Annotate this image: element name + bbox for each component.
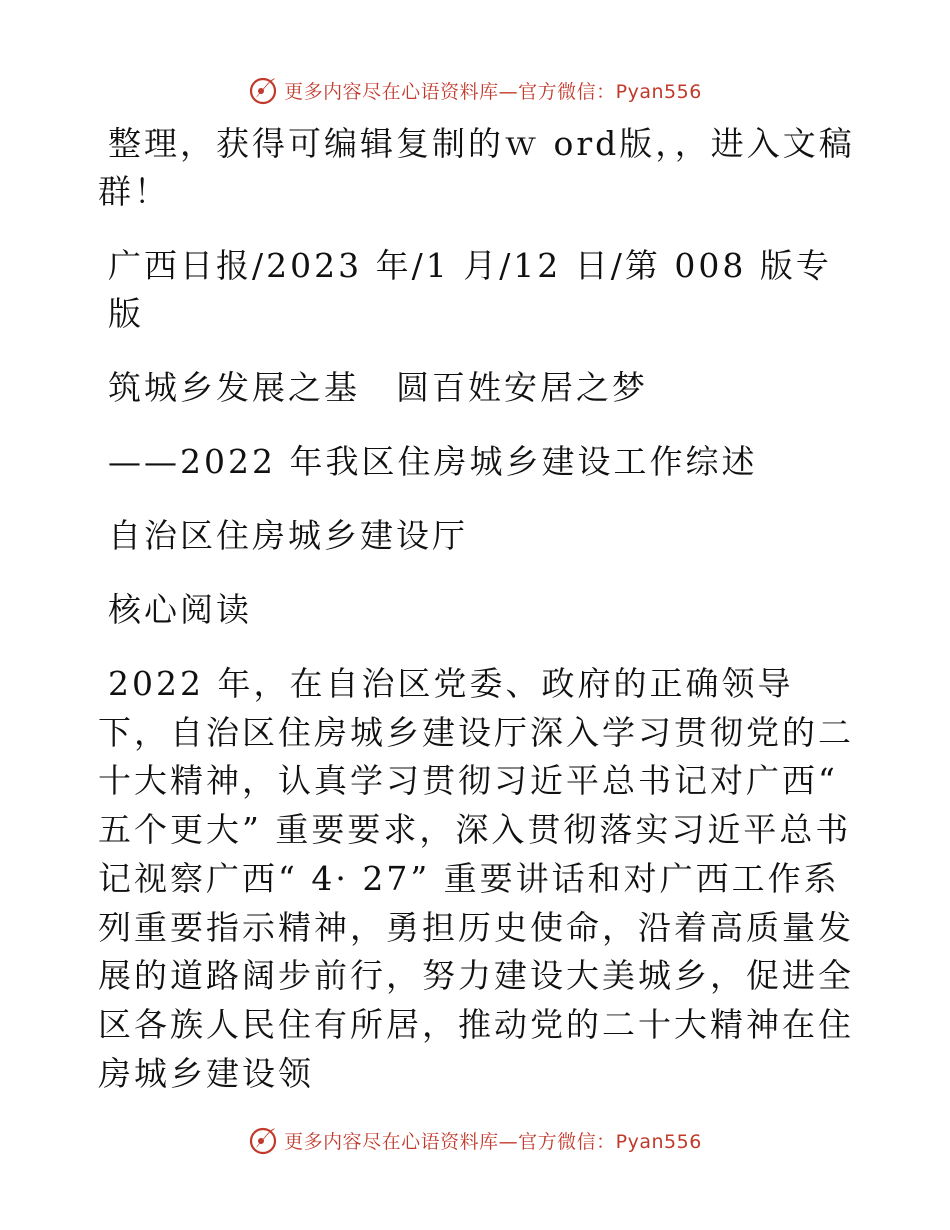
watermark-footer bbox=[0, 1120, 950, 1160]
article-title: 筑城乡发展之基 圆百姓安居之梦 bbox=[108, 368, 648, 407]
watermark-header bbox=[0, 70, 950, 110]
watermark-handle: Pyan556 bbox=[615, 1130, 702, 1153]
article-subtitle: ——2022 年我区住房城乡建设工作综述 bbox=[108, 442, 758, 481]
body-paragraph: 2022 年，在自治区党委、政府的正确领导下，自治区住房城乡建设厅深入学习贯彻党的二十大精神，认真学习贯彻习近平总书记对广西“ 五个更大” 重要要求，深入贯彻落实习近平总书记视察广西“ 4· 27” 重要讲话和对广西工作系列重要指示精神，勇担历史使命，沿着高质量发展的道路阔步前行，努力建设大美城乡，促进全区各族人民住有所居，推动党的二十大精神在住房城乡建设领 bbox=[98, 664, 854, 1093]
intro-text: 整理，获得可编辑复制的ｗ ord版，，进入文稿 群！ bbox=[98, 124, 855, 211]
quill-circle-logo-icon bbox=[248, 1124, 280, 1156]
source-line: 广西日报/2023 年/1 月/12 日/第 008 版专版 bbox=[108, 246, 832, 333]
document-body bbox=[98, 120, 858, 1124]
section-heading: 核心阅读 bbox=[108, 590, 252, 629]
quill-circle-logo-icon bbox=[248, 74, 280, 106]
author-line: 自治区住房城乡建设厅 bbox=[108, 516, 468, 555]
watermark-text: 更多内容尽在心语资料库—官方微信：Pyan556 bbox=[284, 80, 702, 103]
watermark-handle: Pyan556 bbox=[615, 80, 702, 103]
watermark-text: 更多内容尽在心语资料库—官方微信：Pyan556 bbox=[284, 1130, 702, 1153]
